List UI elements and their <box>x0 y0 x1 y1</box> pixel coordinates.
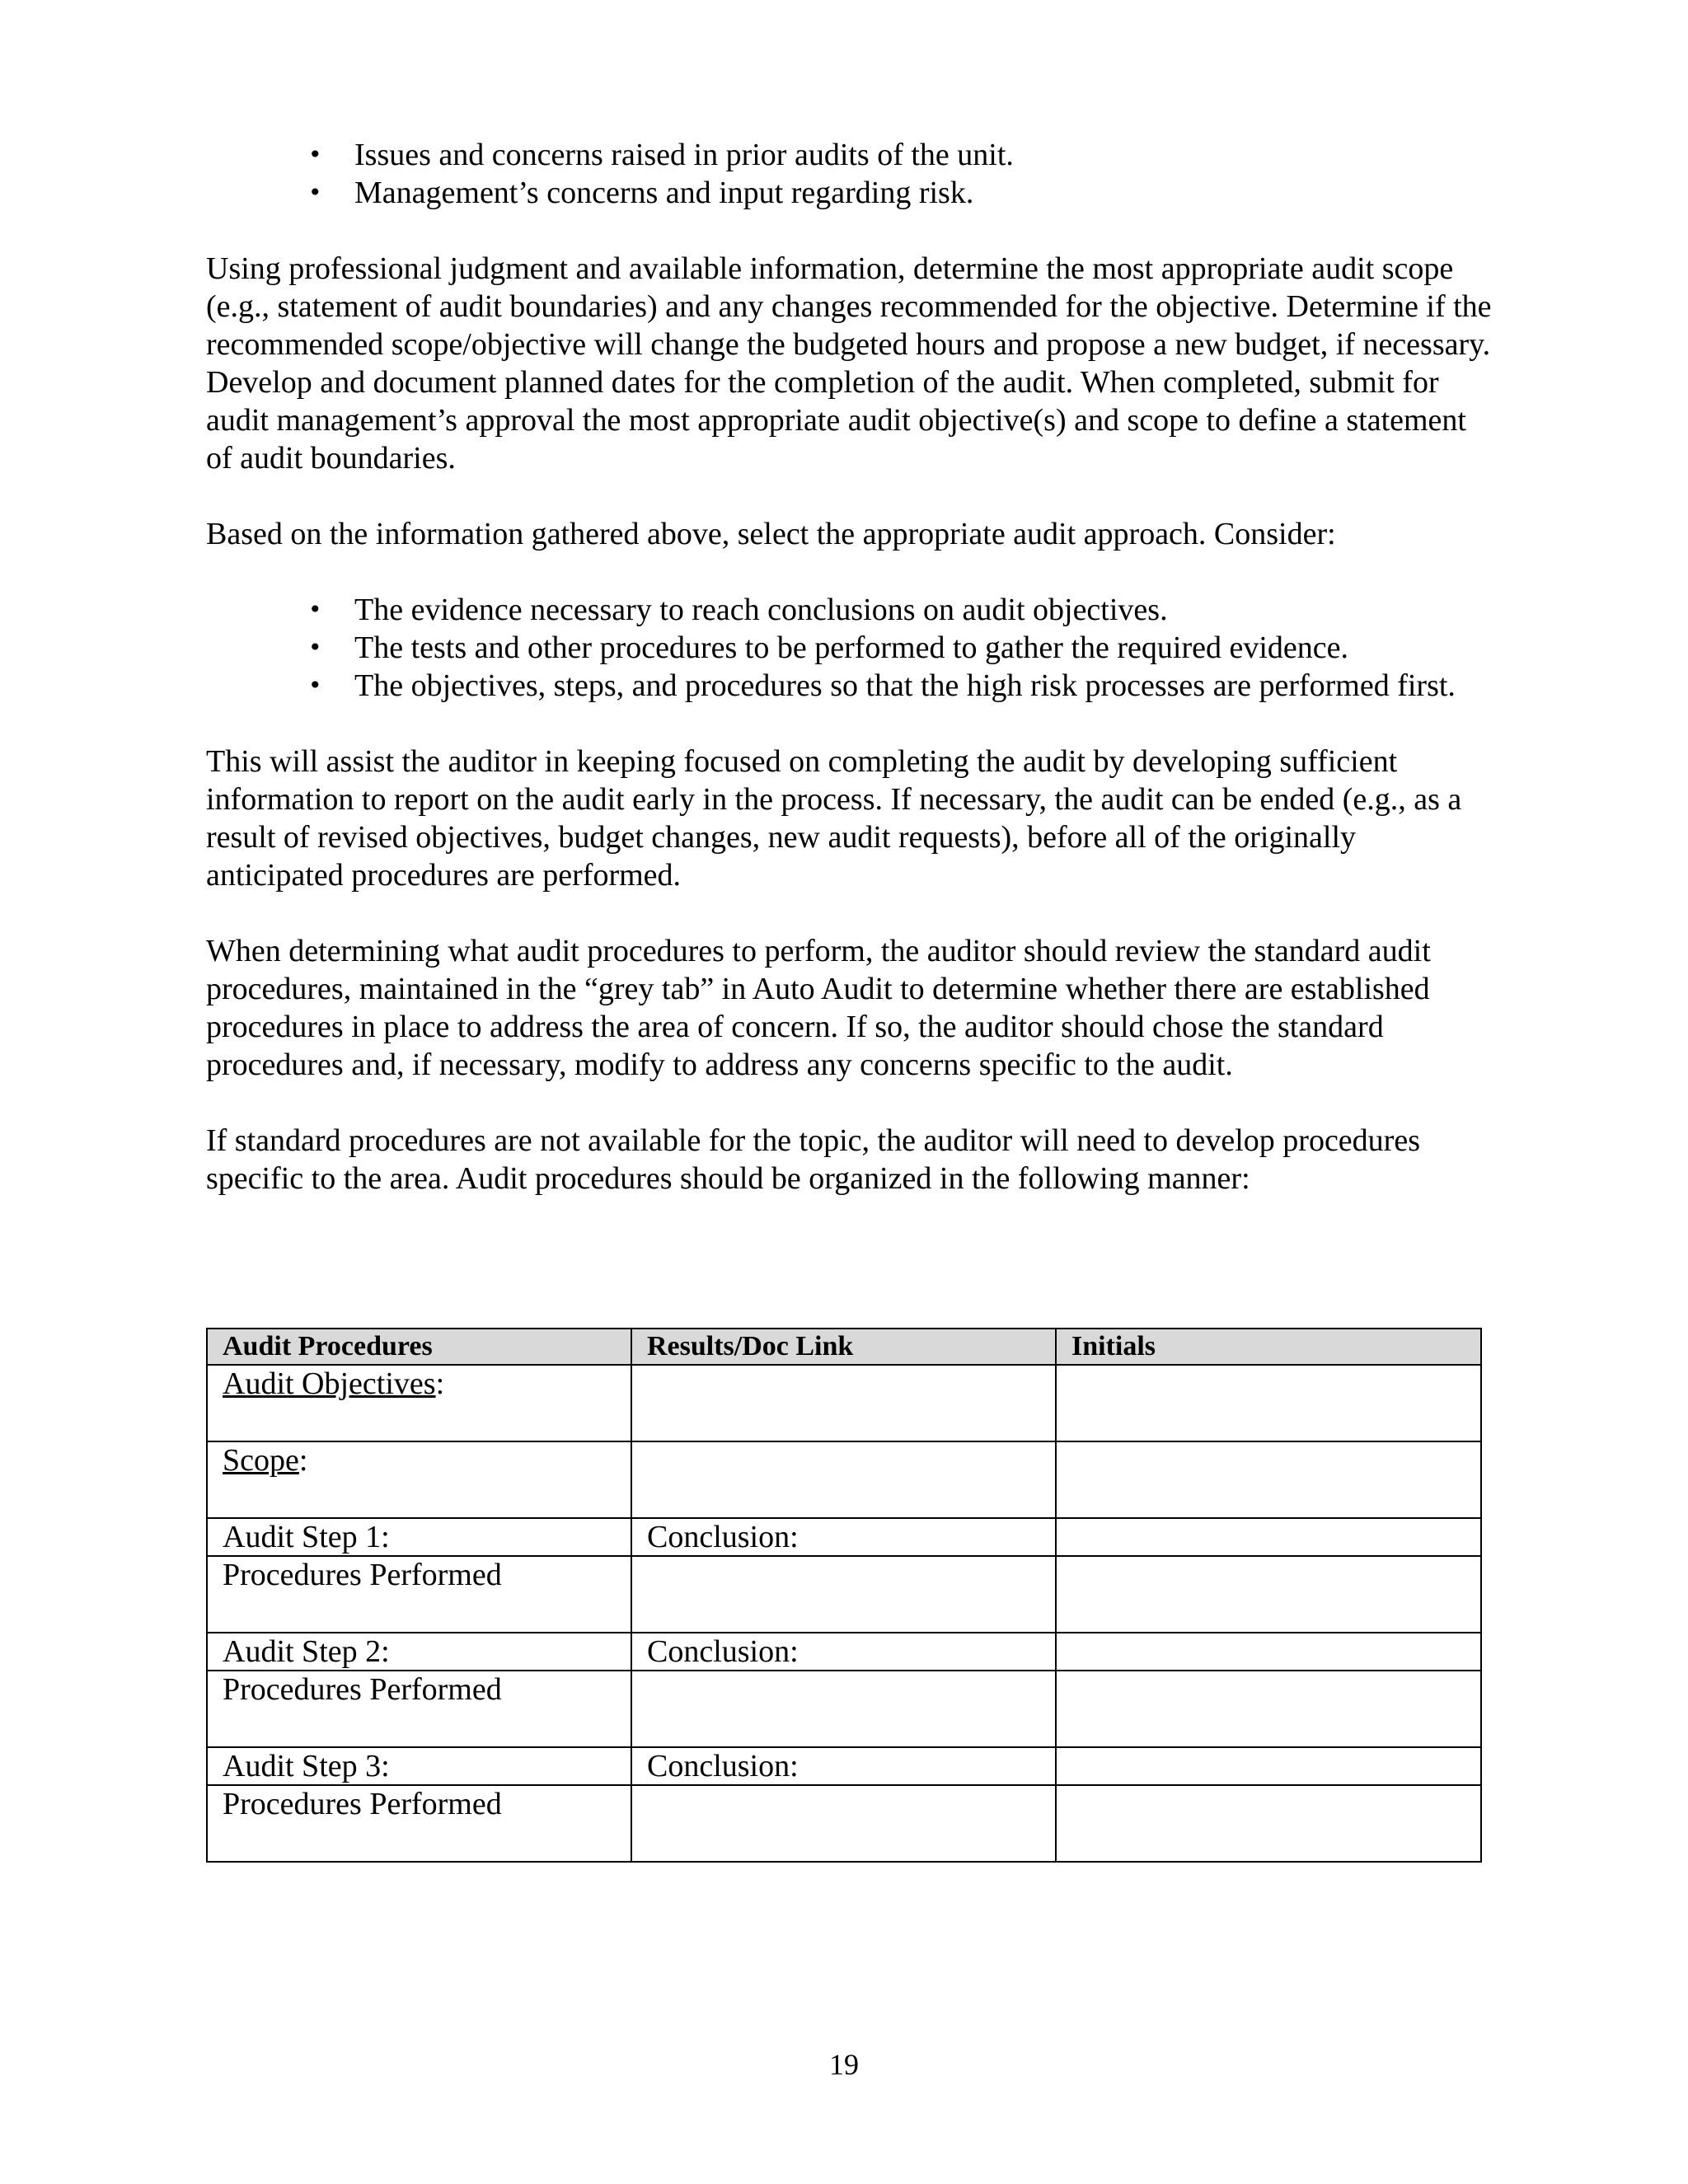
approach-paragraph: Based on the information gathered above, select the appropriate audit approach. Consider: <box>206 517 1336 551</box>
header-audit-procedures: Audit Procedures <box>207 1329 631 1365</box>
prior-bullet-list <box>206 136 1492 212</box>
table-row <box>207 1365 1481 1441</box>
page-number: 19 <box>829 2048 859 2081</box>
bullet-icon: • <box>308 141 322 168</box>
conclusion-cell: Conclusion: <box>631 1633 1056 1671</box>
audit-step-cell: Audit Step 3: <box>207 1747 631 1785</box>
procedures-performed-cell: Procedures Performed <box>207 1785 631 1862</box>
audit-objectives-cell: Audit Objectives: <box>207 1365 631 1441</box>
empty-cell <box>1056 1747 1481 1785</box>
procedures-performed-cell: Procedures Performed <box>207 1556 631 1633</box>
standard-paragraph: If standard procedures are not available for the topic, the auditor will need to develop procedures specific to the area. Audit procedures should be organized in the following manner: <box>206 1123 1420 1196</box>
list-item: • The evidence necessary to reach conclusions on audit objectives. <box>308 593 1168 627</box>
empty-cell <box>631 1365 1056 1441</box>
scope-paragraph: Using professional judgment and available information, determine the most appropriate audit scope (e.g., statement of audit boundaries) and any changes recommended for the objective. Determine if the recommended scope/objective will change the budgeted hours and propose a new budget, if necessary. Develop and document planned dates for the completion of the audit. When completed, submit for audit management’s approval the most appropriate audit objective(s) and scope to define a statement of audit boundaries. <box>206 251 1492 476</box>
empty-cell <box>1056 1556 1481 1633</box>
procedures-performed-cell: Procedures Performed <box>207 1671 631 1747</box>
assist-paragraph: This will assist the auditor in keeping focused on completing the audit by developing sufficient information to report on the audit early in the process. If necessary, the audit can be ended (e.g., as a result of revised objectives, budget changes, new audit requests), before all of the originally anticipated procedures are performed. <box>206 744 1462 893</box>
list-item: • The objectives, steps, and procedures so that the high risk processes are performed first. <box>308 668 1456 703</box>
empty-cell <box>1056 1671 1481 1747</box>
header-initials: Initials <box>1056 1329 1481 1365</box>
list-item: • The tests and other procedures to be performed to gather the required evidence. <box>308 630 1348 665</box>
conclusion-cell: Conclusion: <box>631 1747 1056 1785</box>
determining-paragraph: When determining what audit procedures to perform, the auditor should review the standard audit procedures, maintained in the “grey tab” in Auto Audit to determine whether there are established procedures in place to address the area of concern. If so, the auditor should chose the standard procedures and, if necessary, modify to address any concerns specific to the audit. <box>206 934 1431 1082</box>
table-row <box>207 1747 1481 1785</box>
bullet-icon: • <box>308 634 322 661</box>
bullet-icon: • <box>308 179 322 206</box>
table-row <box>207 1785 1481 1862</box>
empty-cell <box>631 1671 1056 1747</box>
table-row <box>207 1633 1481 1671</box>
bullet-icon: • <box>308 596 322 623</box>
conclusion-cell: Conclusion: <box>631 1518 1056 1556</box>
empty-cell <box>1056 1518 1481 1556</box>
empty-cell <box>631 1785 1056 1862</box>
empty-cell <box>1056 1633 1481 1671</box>
bullet-icon: • <box>308 672 322 699</box>
empty-cell <box>631 1441 1056 1518</box>
table-row <box>207 1441 1481 1518</box>
audit-procedures-table <box>206 1328 1482 1863</box>
body-text <box>206 136 1492 1197</box>
empty-cell <box>1056 1441 1481 1518</box>
empty-cell <box>1056 1365 1481 1441</box>
consider-bullet-list <box>206 591 1492 705</box>
empty-cell <box>1056 1785 1481 1862</box>
table-row <box>207 1556 1481 1633</box>
table-row <box>207 1518 1481 1556</box>
audit-step-cell: Audit Step 1: <box>207 1518 631 1556</box>
list-item: • Issues and concerns raised in prior audits of the unit. <box>308 138 1014 172</box>
audit-step-cell: Audit Step 2: <box>207 1633 631 1671</box>
table-row <box>207 1671 1481 1747</box>
header-results-doc-link: Results/Doc Link <box>631 1329 1056 1365</box>
scope-cell: Scope: <box>207 1441 631 1518</box>
empty-cell <box>631 1556 1056 1633</box>
list-item: • Management’s concerns and input regarding risk. <box>308 176 974 210</box>
table-header-row <box>207 1329 1481 1365</box>
